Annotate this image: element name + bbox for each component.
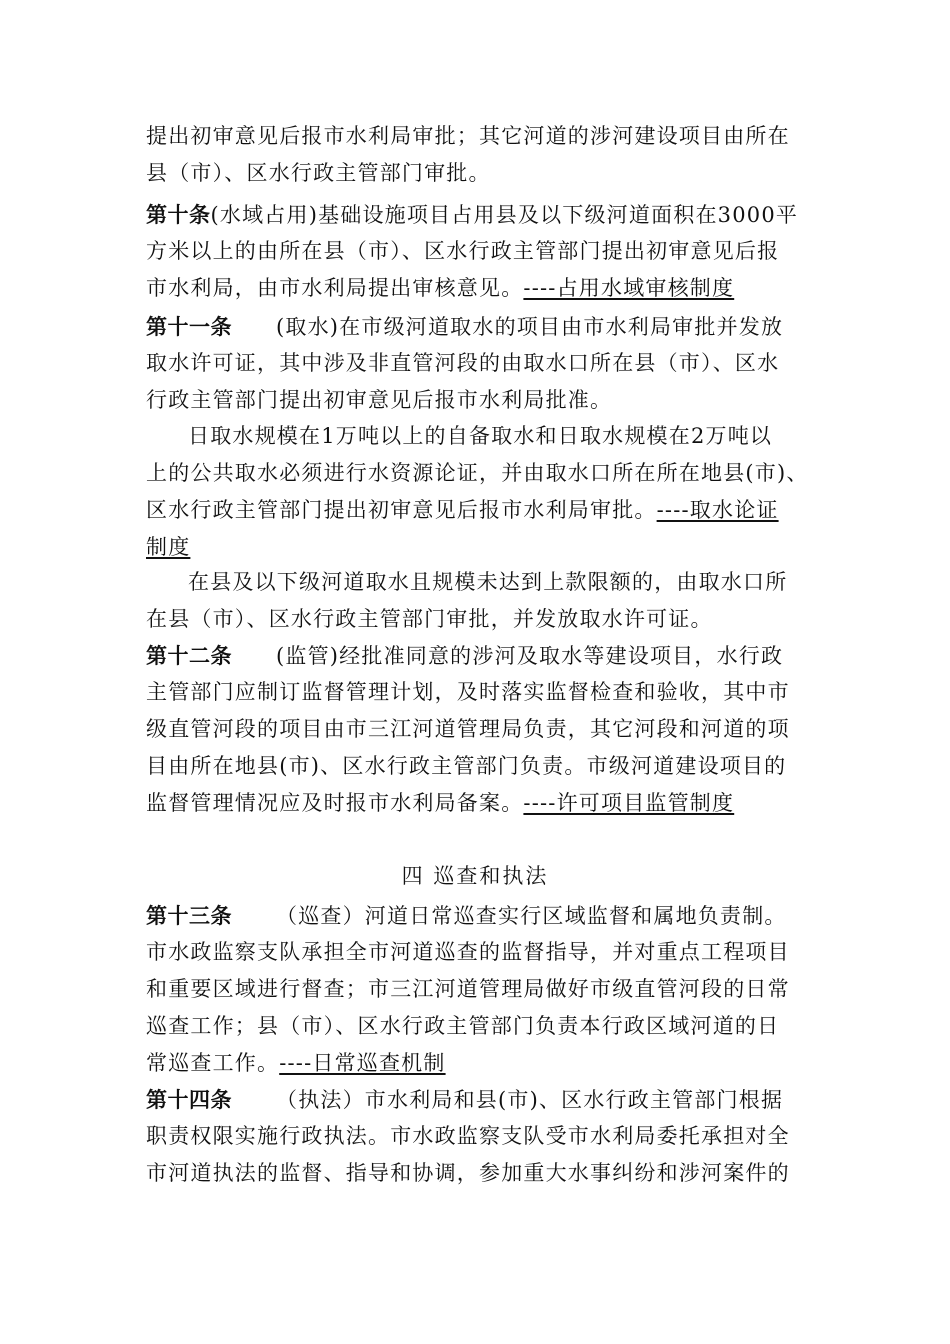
water-intake-paragraph: [146, 418, 816, 566]
article-12: [146, 637, 816, 822]
text-line: 和重要区域进行督查；市三江河道管理局做好市级直管河段的日常: [146, 977, 790, 1001]
text-line: 取水许可证，其中涉及非直管河段的由取水口所在县（市）、区水: [146, 351, 780, 375]
text-line: 市河道执法的监督、指导和协调，参加重大水事纠纷和涉河案件的: [146, 1161, 790, 1185]
system-tag: ----许可项目监管制度: [523, 791, 735, 815]
article-11: [146, 308, 816, 419]
system-tag: ----取水论证: [656, 498, 779, 522]
text-line: 级直管河段的项目由市三江河道管理局负责，其它河段和河道的项: [146, 717, 790, 741]
system-tag: ----占用水域审核制度: [523, 276, 735, 300]
article-label: 第十二条: [146, 643, 232, 668]
text-line: 市水利局，由市水利局提出审核意见。: [146, 276, 524, 300]
county-paragraph: [146, 564, 816, 638]
text-line: 方米以上的由所在县（市）、区水行政主管部门提出初审意见后报: [146, 239, 780, 263]
text-line: (水域占用)基础设施项目占用县及以下级河道面积在3000平: [210, 203, 799, 227]
text-line: 在县（市）、区水行政主管部门审批，并发放取水许可证。: [146, 607, 713, 631]
text-line: 巡查工作；县（市）、区水行政主管部门负责本行政区域河道的日: [146, 1014, 780, 1038]
text-line: 主管部门应制订监督管理计划，及时落实监督检查和验收，其中市: [146, 680, 790, 704]
article-14: [146, 1081, 816, 1192]
text-line: 县（市）、区水行政主管部门审批。: [146, 161, 491, 185]
article-13: [146, 897, 816, 1082]
article-label: 第十四条: [146, 1087, 232, 1112]
text-line: 行政主管部门提出初审意见后报市水利局批准。: [146, 388, 613, 412]
text-line: 日取水规模在1万吨以上的自备取水和日取水规模在2万吨以: [188, 424, 773, 448]
article-label: 第十条: [146, 202, 211, 227]
section-heading: 四 巡查和执法: [401, 864, 549, 888]
system-tag: ----日常巡查机制: [279, 1051, 446, 1075]
text-line: 职责权限实施行政执法。市水政监察支队受市水利局委托承担对全: [146, 1124, 790, 1148]
text-line: （执法）市水利局和县(市)、区水行政主管部门根据: [276, 1088, 784, 1112]
text-line: 监督管理情况应及时报市水利局备案。: [146, 791, 524, 815]
text-line: （巡查）河道日常巡查实行区域监督和属地负责制。: [276, 904, 787, 928]
article-label: 第十三条: [146, 903, 232, 928]
text-line: 常巡查工作。: [146, 1051, 280, 1075]
article-label: 第十一条: [146, 314, 232, 339]
text-line: 区水行政主管部门提出初审意见后报市水利局审批。: [146, 498, 657, 522]
intro-paragraph: [146, 118, 816, 192]
text-line: 市水政监察支队承担全市河道巡查的监督指导，并对重点工程项目: [146, 940, 790, 964]
text-line: 在县及以下级河道取水且规模未达到上款限额的，由取水口所: [188, 570, 788, 594]
text-line: 提出初审意见后报市水利局审批；其它河道的涉河建设项目由所在: [146, 124, 790, 148]
text-line: 目由所在地县(市)、区水行政主管部门负责。市级河道建设项目的: [146, 754, 787, 778]
text-line: 上的公共取水必须进行水资源论证，并由取水口所在所在地县(市)、: [146, 461, 809, 485]
article-10: [146, 196, 816, 307]
system-tag-continued: 制度: [146, 535, 191, 559]
text-line: (监管)经批准同意的涉河及取水等建设项目，水行政: [276, 644, 784, 668]
text-line: (取水)在市级河道取水的项目由市水利局审批并发放: [276, 315, 784, 339]
